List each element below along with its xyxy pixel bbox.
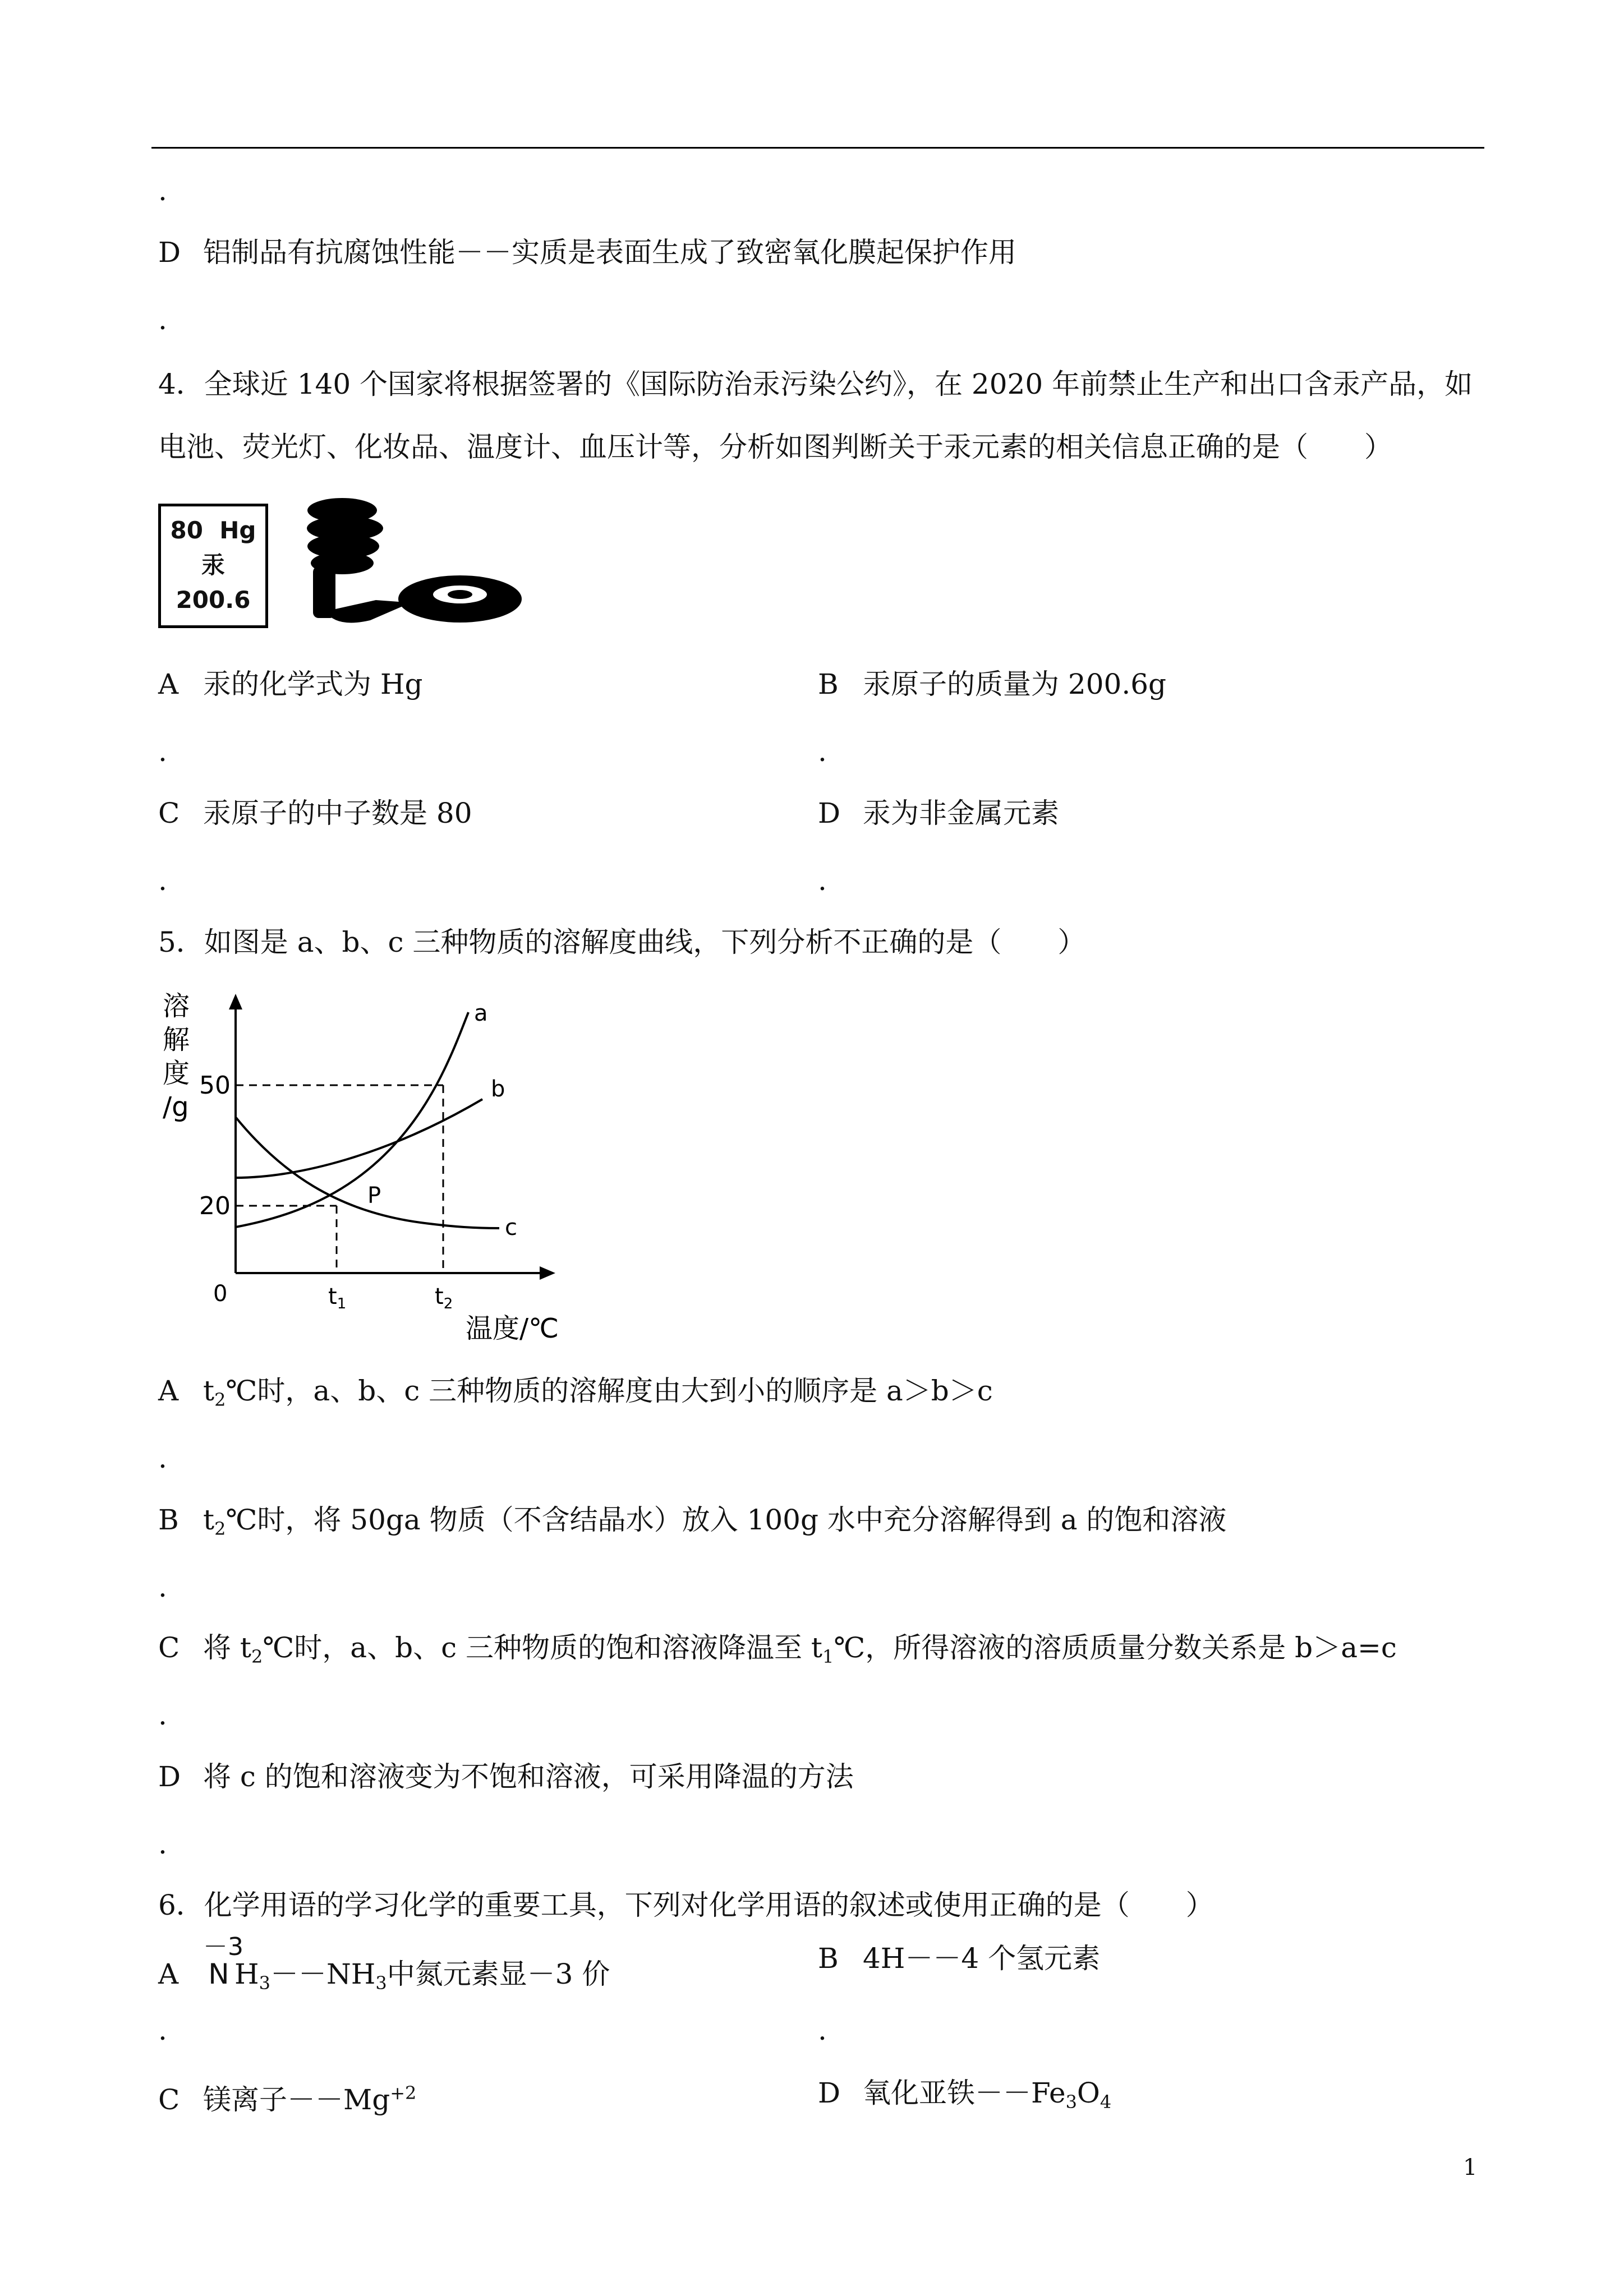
dot-marker: . [158,864,167,897]
subscript: 3 [1065,2091,1077,2113]
x-tick-sub: 1 [337,1295,347,1312]
series-c-label: c [505,1215,517,1241]
dot-marker: . [158,2014,167,2046]
option-text: 汞原子的质量为 200.6g [863,668,1167,700]
element-symbol: N [208,1958,229,1990]
page-number: 1 [1463,2155,1478,2180]
subscript: 3 [259,1972,270,1994]
atomic-number: 80 [170,517,203,544]
text-part: 氧化亚铁－－Fe [863,2077,1066,2109]
option-label: D [818,2077,841,2109]
option-label: A [158,1375,179,1407]
dot-marker: . [158,303,167,336]
dot-marker: . [818,864,827,897]
dot-marker: . [158,1442,167,1474]
dot-marker: . [158,735,167,768]
option-text: 4H－－4 个氢元素 [863,1942,1101,1975]
x-tick-main: t [435,1284,444,1310]
text-part: O [1076,2077,1100,2109]
valence-mark: －3 [203,1933,243,1961]
q6-option-b [818,1942,1100,1975]
q6-option-d [818,2076,1111,2119]
y-tick-50: 50 [199,1071,231,1100]
q5-stem: 5．如图是 a、b、c 三种物质的溶解度曲线，下列分析不正确的是（ ） [158,926,1086,958]
series-b-label: b [491,1076,505,1102]
dot-marker: . [818,735,827,768]
option-label: A [158,1958,179,1990]
text-part: －－NH [270,1958,376,1990]
option-text: 汞的化学式为 Hg [203,668,423,700]
dot-marker: . [158,174,167,207]
option-label: B [158,1504,179,1536]
solubility-curve-chart [151,987,578,1346]
option-label: B [818,668,839,700]
origin-label: 0 [213,1281,228,1307]
valence-group [203,1933,243,1991]
series-a-label: a [474,1001,488,1026]
option-label: C [158,2083,180,2116]
q4-option-b [818,667,1166,701]
text-part: 将 t [203,1631,251,1664]
x-tick-t1 [328,1284,346,1312]
q5-option-b [158,1503,1226,1546]
q5-option-d [158,1760,854,1794]
subscript: 2 [214,1389,226,1410]
text-part: t [203,1504,215,1536]
option-label: A [158,668,179,700]
text-part: ℃时，将 50ga 物质（不含结晶水）放入 100g 水中充分溶解得到 a 的饱和溶液 [226,1504,1227,1536]
q4-stem-line1: 4．全球近 140 个国家将根据签署的《国际防治汞污染公约》，在 2020 年前禁止生产和出口含汞产品，如 [158,368,1473,400]
superscript: +2 [390,2082,417,2104]
option-text: 汞原子的中子数是 80 [203,797,472,829]
q6-option-a [158,1933,610,2000]
header-rule [151,147,1484,149]
option-text: 铝制品有抗腐蚀性能－－实质是表面生成了致密氧化膜起保护作用 [203,236,1016,269]
option-label: D [158,236,181,269]
curve-c [236,1117,499,1228]
mercury-element-card [158,504,268,628]
text-part: ℃时，a、b、c 三种物质的饱和溶液降温至 t [263,1631,822,1664]
text-part: t [203,1375,215,1407]
q4-stem-line2: 电池、荧光灯、化妆品、温度计、血压计等，分析如图判断关于汞元素的相关信息正确的是（ ） [158,431,1392,463]
curve-a [236,1012,468,1227]
q5-option-a [158,1374,993,1417]
q4-option-a [158,667,423,701]
curve-b [236,1099,482,1178]
y-tick-20: 20 [199,1192,231,1220]
x-axis-label: 温度/℃ [466,1313,559,1344]
q5-option-c [158,1631,1397,1673]
text-part: 中氮元素显－3 价 [387,1958,610,1990]
y-axis-arrow [229,994,242,1009]
x-axis-arrow [540,1266,555,1280]
option-text: 汞为非金属元素 [863,797,1059,829]
q4-option-c [158,796,472,830]
text-part: ℃，所得溶液的溶质质量分数关系是 b＞a=c [834,1631,1397,1664]
option-label: C [158,1631,180,1664]
x-tick-main: t [328,1284,337,1310]
q6-option-c [158,2076,416,2117]
q3-option-d [158,236,1016,269]
text-part: H [234,1958,259,1990]
lamp-thermometer-illustration [292,494,527,634]
atomic-mass: 200.6 [176,586,251,614]
dot-marker: . [818,2014,827,2046]
subscript: 2 [251,1646,263,1667]
dot-marker: . [158,1571,167,1603]
dot-marker: . [158,1699,167,1731]
dot-marker: . [158,1828,167,1860]
option-label: C [158,797,180,829]
y-axis-label-1: 溶 [163,990,190,1022]
subscript: 2 [214,1518,226,1539]
option-label: D [158,1760,181,1793]
y-axis-label-3: 度 [163,1058,190,1089]
x-tick-t2 [435,1284,453,1312]
option-text: 将 c 的饱和溶液变为不饱和溶液，可采用降温的方法 [203,1760,854,1793]
x-tick-sub: 2 [443,1295,453,1312]
q6-stem: 6．化学用语的学习化学的重要工具，下列对化学用语的叙述或使用正确的是（ ） [158,1889,1214,1921]
subscript: 4 [1099,2091,1112,2113]
q4-option-d [818,796,1059,830]
element-symbol: Hg [219,517,256,544]
y-axis-label-2: 解 [163,1024,190,1055]
option-label: D [818,797,841,829]
subscript: 1 [822,1646,834,1667]
text-part: ℃时，a、b、c 三种物质的溶解度由大到小的顺序是 a＞b＞c [226,1375,993,1407]
element-name: 汞 [201,551,225,579]
subscript: 3 [375,1972,387,1994]
text-part: 镁离子－－Mg [203,2083,390,2116]
point-p-label: P [367,1183,381,1209]
option-label: B [818,1942,839,1975]
y-axis-label-4: /g [163,1091,189,1123]
